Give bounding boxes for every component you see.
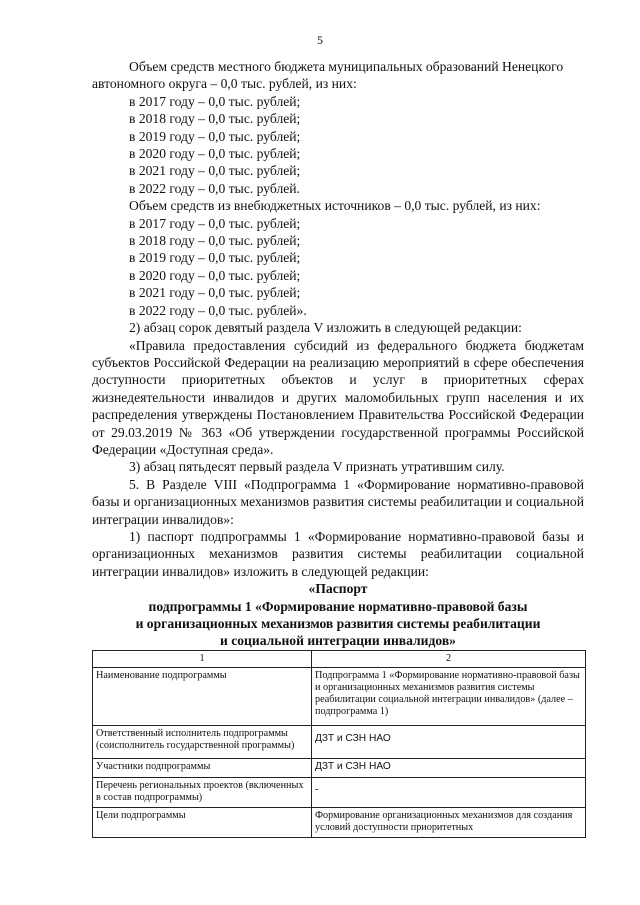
table-row (93, 668, 586, 726)
row-value: Формирование организационных механизмов для создания условий доступности приоритетных (312, 808, 586, 838)
row-value: - (312, 778, 586, 808)
list-item: в 2021 году – 0,0 тыс. рублей; (129, 163, 301, 179)
paragraph: 2) абзац сорок девятый раздела V изложить в следующей редакции: (129, 320, 522, 336)
passport-title-line: и организационных механизмов развития системы реабилитации (135, 616, 541, 631)
list-item: в 2020 году – 0,0 тыс. рублей; (129, 146, 301, 162)
paragraph: 3) абзац пятьдесят первый раздела V признать утратившим силу. (129, 459, 505, 475)
list-item: в 2020 году – 0,0 тыс. рублей; (129, 267, 301, 283)
row-label: Наименование подпрограммы (93, 668, 312, 726)
passport-table (92, 650, 586, 838)
paragraph: 1) паспорт подпрограммы 1 «Формирование нормативно-правовой базы и организационных механизмов развития системы реабилитации социальной интеграции инвалидов» изложить в следующей редакции: (92, 528, 584, 579)
row-value: ДЗТ и СЗН НАО (312, 726, 586, 759)
list-item: в 2022 году – 0,0 тыс. рублей. (129, 180, 300, 196)
paragraph: «Правила предоставления субсидий из федерального бюджета бюджетам субъектов Российской Федерации на реализацию мероприятий в сфере обеспечения доступности приоритетных объектов и услуг в приоритетных сферах жизнедеятельности инвалидов и других маломобильных групп населения и их распределения утверждены Постановлением Правительства Российской Федерации от 29.03.2019 № 363 «Об утверждении государственной программы Российской Федерации «Доступная среда». (92, 337, 584, 457)
row-label: Участники подпрограммы (93, 759, 312, 778)
document-body (92, 58, 584, 650)
table-header-cell: 2 (312, 651, 586, 668)
passport-title-line: и социальной интеграции инвалидов» (220, 633, 456, 649)
table-row (93, 778, 586, 808)
list-item: в 2017 году – 0,0 тыс. рублей; (129, 215, 301, 231)
table-header-cell: 1 (93, 651, 312, 668)
passport-title-line: подпрограммы 1 «Формирование нормативно-правовой базы (148, 598, 528, 614)
paragraph: Объем средств местного бюджета муниципальных образований Ненецкого (129, 59, 564, 74)
row-label: Перечень региональных проектов (включенных в состав подпрограммы) (93, 778, 312, 808)
table-row (93, 808, 586, 838)
row-value: ДЗТ и СЗН НАО (312, 759, 586, 778)
passport-title-line: «Паспорт (308, 581, 368, 597)
table-row (93, 726, 586, 759)
row-label: Цели подпрограммы (93, 808, 312, 838)
row-label: Ответственный исполнитель подпрограммы (соисполнитель государственной программы) (93, 726, 312, 759)
page-number: 5 (317, 33, 323, 47)
table-row (93, 759, 586, 778)
list-item: в 2019 году – 0,0 тыс. рублей; (129, 250, 301, 266)
paragraph: автономного округа – 0,0 тыс. рублей, из них: (92, 76, 357, 92)
list-item: в 2018 году – 0,0 тыс. рублей; (129, 233, 301, 249)
paragraph: Объем средств из внебюджетных источников – 0,0 тыс. рублей, из них: (129, 198, 541, 214)
list-item: в 2018 году – 0,0 тыс. рублей; (129, 111, 301, 127)
paragraph: 5. В Разделе VIII «Подпрограмма 1 «Формирование нормативно-правовой базы и организационных механизмов развития системы реабилитации и социальной интеграции инвалидов»: (92, 476, 584, 527)
list-item: в 2017 году – 0,0 тыс. рублей; (129, 93, 301, 109)
table-header-row (93, 651, 586, 668)
list-item: в 2022 году – 0,0 тыс. рублей». (129, 302, 307, 318)
list-item: в 2021 году – 0,0 тыс. рублей; (129, 285, 301, 301)
row-value: Подпрограмма 1 «Формирование нормативно-правовой базы и организационных механизмов развития системы реабилитации социальной интеграции инвалидов» (далее – подпрограмма 1) (312, 668, 586, 726)
list-item: в 2019 году – 0,0 тыс. рублей; (129, 128, 301, 144)
